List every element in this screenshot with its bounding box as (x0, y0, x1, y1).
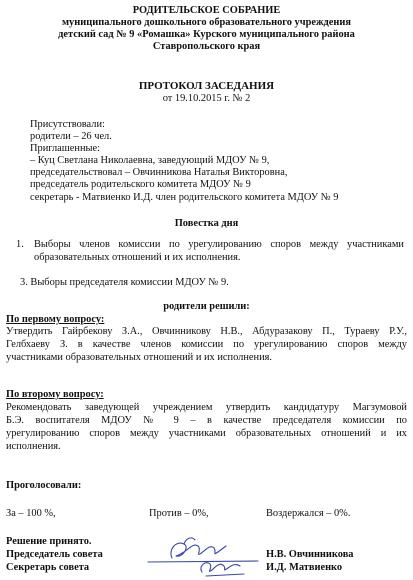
second-question-line3: урегулированию споров между участниками образовательных отношений и их (6, 428, 407, 439)
decision-title: родители решили: (163, 301, 250, 312)
secretary: секретарь - Матвиенко И.Д. член родительского комитета МДОУ № 9 (30, 192, 339, 203)
protocol-title: ПРОТОКОЛ ЗАСЕДАНИЯ (138, 80, 275, 92)
invited-person: – Куц Светлана Николаевна, заведующий МДОУ № 9, (30, 155, 270, 166)
second-question-line2: Б.Э. воспитателя МДОУ № 9 – в качестве председателя комиссии по (6, 415, 407, 426)
vote-abstained: Воздержался – 0%. (266, 508, 351, 519)
first-question-line3: участниками образовательных отношений и их исполнения. (6, 352, 273, 363)
header-organization-line4: Ставропольского края (152, 41, 261, 52)
agenda-item3: 3. Выборы председателя комиссии МДОУ № 9. (20, 277, 229, 288)
present-label: Присутствовали: (30, 119, 105, 130)
second-question-line4: исполнения. (6, 441, 61, 452)
agenda-item1-number: 1. (16, 239, 24, 250)
present-parents: родители – 26 чел. (30, 131, 112, 142)
header-organization-line1: РОДИТЕЛЬСКОЕ СОБРАНИЕ (132, 5, 281, 16)
vote-label: Проголосовали: (6, 480, 82, 491)
agenda-item1-line1: Выборы членов комиссии по урегулированию споров между участниками (34, 239, 404, 250)
handwritten-signature (140, 532, 265, 578)
header-organization-line3: детский сад № 9 «Ромашка» Курского муниципального района (58, 29, 355, 40)
vote-for: За – 100 %, (6, 508, 56, 519)
secretary-name: И.Д. Матвиенко (266, 562, 343, 573)
second-question-label: По второму вопросу: (6, 389, 104, 400)
header-organization-line2: муниципального дошкольного образовательного учреждения (61, 17, 351, 28)
chair-signature-label: Председатель совета (6, 549, 103, 560)
protocol-date: от 19.10.2015 г. № 2 (162, 93, 251, 104)
second-question-line1: Рекомендовать заведующей учреждением утвердить кандидатуру Магзумовой (6, 402, 407, 413)
first-question-line1: Утвердить Гайрбекову З.А., Овчинникову Н.В., Абдуразакову П., Тураеву Р.У., (6, 326, 407, 337)
first-question-line2: Гелбхаеву З. в качестве членов комиссии по урегулированию споров между (6, 339, 407, 350)
vote-against: Против – 0%, (149, 508, 209, 519)
invited-label: Приглашенные: (30, 143, 101, 154)
chair-name: Н.В. Овчинникова (266, 549, 354, 560)
first-question-label: По первому вопросу: (6, 314, 105, 325)
secretary-signature-label: Секретарь совета (6, 562, 90, 573)
decision-accepted: Решение принято. (6, 536, 92, 547)
agenda-item1-line2: образовательных отношений и их исполнения. (34, 252, 241, 263)
chairperson: председательствовал – Овчинникова Наталья Викторовна, (30, 167, 288, 178)
agenda-title: Повестка дня (174, 218, 239, 229)
chairperson-role: председатель родительского комитета МДОУ № 9 (30, 179, 251, 190)
